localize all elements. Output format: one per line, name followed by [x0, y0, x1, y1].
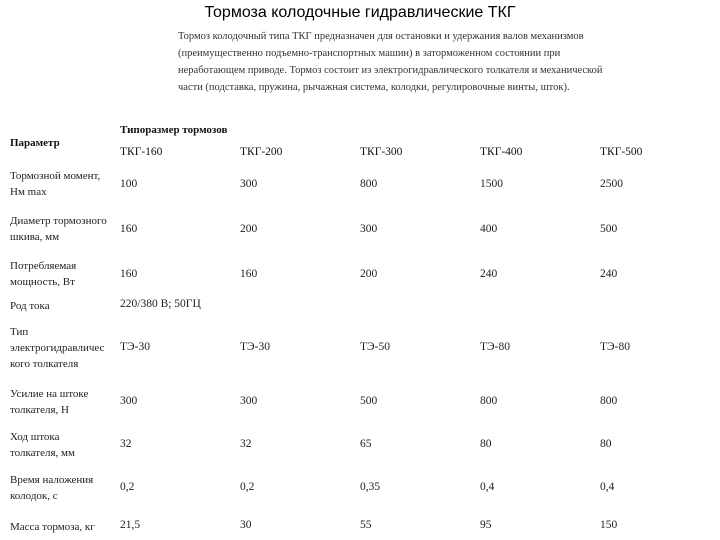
table-cell: 800 — [600, 395, 618, 407]
row-label-line: толкателя, мм — [10, 447, 75, 459]
table-cell: 0,4 — [480, 481, 495, 493]
table-cell: ТЭ-30 — [120, 341, 150, 353]
row-label-line: Нм max — [10, 186, 47, 198]
row-label — [10, 168, 100, 200]
param-header: Параметр — [10, 137, 60, 149]
table-cell: 80 — [600, 438, 612, 450]
row-label-line: колодок, с — [10, 490, 58, 502]
table-cell: 500 — [360, 395, 378, 407]
table-cell: 300 — [360, 223, 378, 235]
table-cell: 500 — [600, 223, 618, 235]
table-cell: 200 — [360, 268, 378, 280]
table-cell: 160 — [120, 223, 138, 235]
table-cell: 95 — [480, 519, 492, 531]
table-cell: 800 — [480, 395, 498, 407]
table-cell: 300 — [240, 178, 258, 190]
row-label-line: Тип — [10, 326, 29, 338]
table-cell: ТЭ-80 — [480, 341, 510, 353]
row-label-line: кого толкателя — [10, 358, 79, 370]
row-label — [10, 386, 88, 418]
table-cell: 32 — [120, 438, 132, 450]
table-cell: 80 — [480, 438, 492, 450]
row-label — [10, 472, 93, 504]
table-cell: 400 — [480, 223, 498, 235]
row-label-line: Потребляемая — [10, 260, 77, 272]
table-cell: 30 — [240, 519, 252, 531]
row-label-line: электрогидравличес — [10, 342, 105, 354]
row-label — [10, 298, 50, 314]
table-cell: 0,2 — [240, 481, 255, 493]
column-header: ТКГ-200 — [240, 146, 283, 158]
row-label-line: Тормозной момент, — [10, 170, 101, 182]
table-cell: 200 — [240, 223, 258, 235]
row-label-line: шкива, мм — [10, 231, 60, 243]
row-label-line: Диаметр тормозного — [10, 215, 107, 227]
table-cell: 0,35 — [360, 481, 381, 493]
column-header: ТКГ-300 — [360, 146, 403, 158]
column-header: ТКГ-400 — [480, 146, 523, 158]
row-label-line: мощность, Вт — [10, 276, 75, 288]
table-cell: ТЭ-80 — [600, 341, 630, 353]
row-label — [10, 519, 95, 535]
row-label-line: толкателя, Н — [10, 404, 69, 416]
row-label — [10, 324, 104, 372]
intro-line: неработающем приводе. Тормоз состоит из электрогидравлического толкателя и механической — [178, 65, 603, 76]
size-header: Типоразмер тормозов — [120, 124, 228, 136]
table-cell: 160 — [120, 268, 138, 280]
row-label-line: Время наложения — [10, 474, 94, 486]
table-cell: 32 — [240, 438, 252, 450]
table-cell: 300 — [120, 395, 138, 407]
table-cell: 21,5 — [120, 519, 141, 531]
row-label-line: Род тока — [10, 300, 50, 312]
table-cell: ТЭ-30 — [240, 341, 270, 353]
table-cell: 55 — [360, 519, 372, 531]
table-cell: 300 — [240, 395, 258, 407]
table-cell: 220/380 В; 50ГЦ — [120, 298, 201, 310]
row-label — [10, 258, 76, 290]
row-label-line: Масса тормоза, кг — [10, 521, 95, 533]
table-cell: 0,2 — [120, 481, 135, 493]
column-header: ТКГ-500 — [600, 146, 643, 158]
table-cell: 2500 — [600, 178, 623, 190]
row-label — [10, 213, 107, 245]
table-cell: 65 — [360, 438, 372, 450]
row-label — [10, 429, 75, 461]
table-cell: 800 — [360, 178, 378, 190]
table-cell: 160 — [240, 268, 258, 280]
row-label-line: Усилие на штоке — [10, 388, 89, 400]
table-cell: 240 — [600, 268, 618, 280]
column-header: ТКГ-160 — [120, 146, 163, 158]
page-title: Тормоза колодочные гидравлические ТКГ — [204, 4, 516, 21]
table-cell: 1500 — [480, 178, 503, 190]
intro-line: части (подставка, пружина, рычажная система, колодки, регулировочные винты, шток). — [178, 82, 570, 93]
intro-line: Тормоз колодочный типа ТКГ предназначен для остановки и удержания валов механизмов — [178, 31, 584, 42]
table-cell: 0,4 — [600, 481, 615, 493]
table-cell: 150 — [600, 519, 618, 531]
row-label-line: Ход штока — [10, 431, 60, 443]
table-cell: 240 — [480, 268, 498, 280]
table-cell: 100 — [120, 178, 138, 190]
table-cell: ТЭ-50 — [360, 341, 390, 353]
intro-paragraph — [178, 28, 678, 96]
intro-line: (преимущественно подъемно-транспортных машин) в заторможенном состоянии при — [178, 48, 561, 59]
